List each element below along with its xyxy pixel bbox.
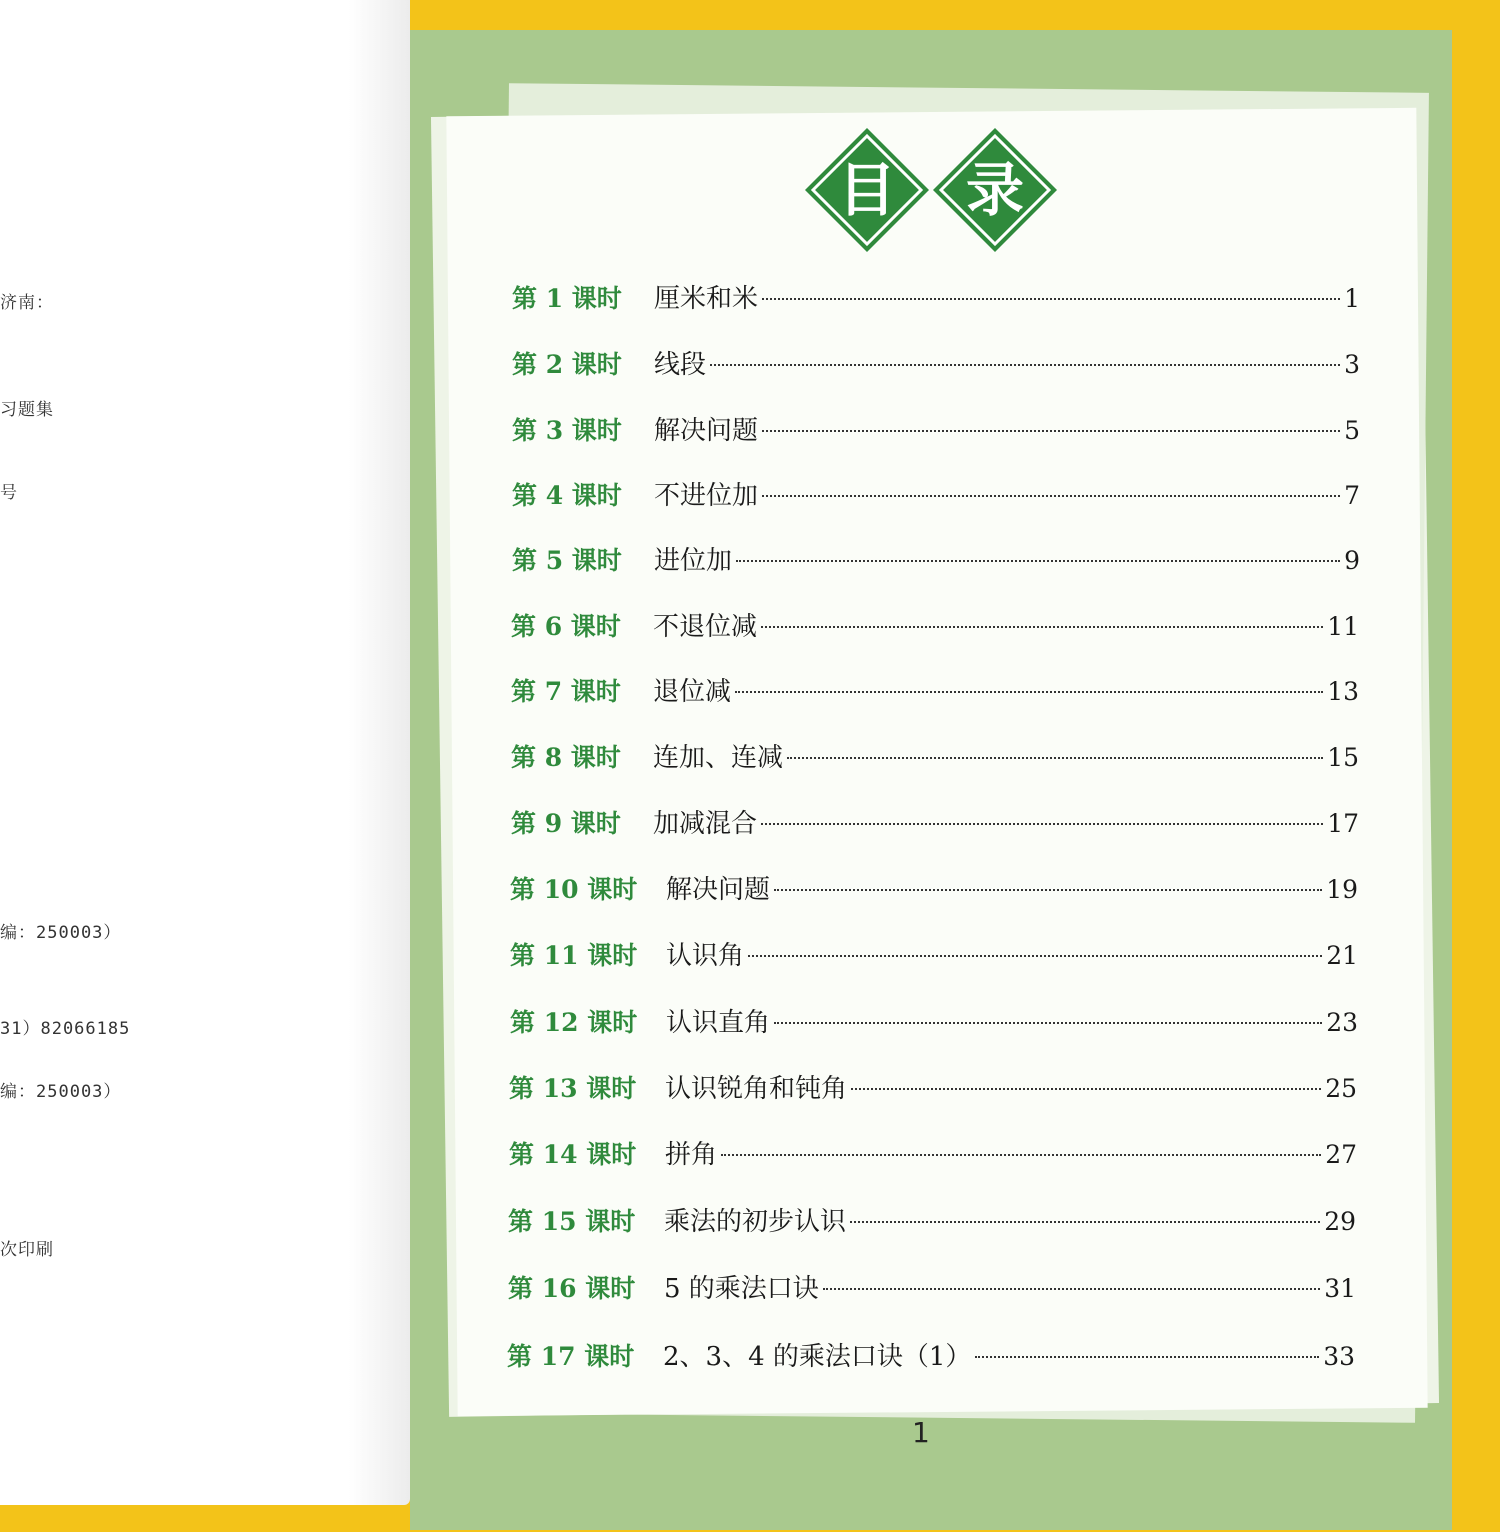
page-number: 13 <box>1327 677 1359 706</box>
toc-entry[interactable] <box>509 1134 1357 1174</box>
dot-leader <box>762 430 1340 432</box>
toc-entry[interactable] <box>511 671 1359 711</box>
left-text-line: 次印刷 <box>0 1240 54 1260</box>
page-number: 7 <box>1344 481 1360 510</box>
page-number: 11 <box>1327 612 1359 641</box>
lesson-label: 第 11 课时 <box>510 941 638 970</box>
toc-entry[interactable] <box>512 540 1360 580</box>
left-page <box>0 0 410 1505</box>
page-number: 21 <box>1326 941 1358 970</box>
page-number: 17 <box>1327 809 1359 838</box>
toc-entry[interactable] <box>512 278 1360 318</box>
lesson-label: 第 12 课时 <box>510 1008 638 1037</box>
lesson-title: 认识锐角和钝角 <box>665 1074 848 1104</box>
lesson-title: 认识角 <box>666 941 745 971</box>
lesson-label: 第 14 课时 <box>509 1140 637 1169</box>
lesson-title: 不进位加 <box>654 481 759 511</box>
lesson-label: 第 17 课时 <box>507 1342 635 1371</box>
toc-entry[interactable] <box>510 935 1358 975</box>
lesson-label: 第 3 课时 <box>512 416 622 445</box>
dot-leader <box>762 298 1340 300</box>
dot-leader <box>710 364 1340 366</box>
toc-entry[interactable] <box>512 475 1360 515</box>
page-number: 9 <box>1344 546 1360 575</box>
lesson-label: 第 10 课时 <box>510 875 638 904</box>
left-text-line: 编：250003） <box>0 1082 122 1102</box>
lesson-label: 第 13 课时 <box>509 1074 637 1103</box>
lesson-label: 第 9 课时 <box>511 809 621 838</box>
lesson-title: 连加、连减 <box>653 743 784 773</box>
toc-entry[interactable] <box>511 803 1359 843</box>
lesson-title: 解决问题 <box>654 416 759 446</box>
toc-entry[interactable] <box>509 1068 1357 1108</box>
page-number: 23 <box>1326 1008 1358 1037</box>
page-number: 31 <box>1324 1274 1356 1303</box>
dot-leader <box>762 495 1340 497</box>
lesson-title: 加减混合 <box>653 809 758 839</box>
lesson-title: 线段 <box>654 350 707 380</box>
left-text-line: 济南： <box>0 293 54 313</box>
page-number: 19 <box>1326 875 1358 904</box>
lesson-title: 解决问题 <box>666 875 771 905</box>
dot-leader <box>748 955 1322 957</box>
lesson-title: 5 的乘法口诀 <box>664 1274 819 1304</box>
diamond-badge <box>805 128 929 252</box>
lesson-label: 第 2 课时 <box>512 350 622 379</box>
page-number: 3 <box>1344 350 1360 379</box>
toc-entry[interactable] <box>511 737 1359 777</box>
toc-entry[interactable] <box>512 344 1360 384</box>
lesson-title: 厘米和米 <box>654 284 759 314</box>
dot-leader <box>761 823 1323 825</box>
lesson-label: 第 7 课时 <box>511 677 621 706</box>
lesson-title: 认识直角 <box>666 1008 771 1038</box>
dot-leader <box>787 757 1323 759</box>
lesson-title: 乘法的初步认识 <box>664 1207 847 1237</box>
toc-entry[interactable] <box>507 1336 1355 1376</box>
lesson-title: 2、3、4 的乘法口诀（1） <box>663 1342 972 1372</box>
lesson-title: 退位减 <box>653 677 732 707</box>
dot-leader <box>736 560 1340 562</box>
page-number: 15 <box>1327 743 1359 772</box>
toc-entry[interactable] <box>511 606 1359 646</box>
dot-leader <box>975 1356 1319 1358</box>
toc-entry[interactable] <box>510 869 1358 909</box>
dot-leader <box>823 1288 1320 1290</box>
lesson-label: 第 1 课时 <box>512 284 622 313</box>
page-number: 33 <box>1323 1342 1355 1371</box>
toc-entry[interactable] <box>508 1201 1356 1241</box>
left-text-line: 编：250003） <box>0 923 122 943</box>
page-number: 29 <box>1324 1207 1356 1236</box>
dot-leader <box>774 1022 1322 1024</box>
lesson-label: 第 8 课时 <box>511 743 621 772</box>
lesson-label: 第 15 课时 <box>508 1207 636 1236</box>
footer-page-number: 1 <box>912 1416 930 1449</box>
dot-leader <box>721 1154 1321 1156</box>
toc-entry[interactable] <box>510 1002 1358 1042</box>
heading-char-1: 目 <box>837 156 896 224</box>
dot-leader <box>851 1088 1321 1090</box>
toc-entry[interactable] <box>508 1268 1356 1308</box>
dot-leader <box>774 889 1322 891</box>
dot-leader <box>761 626 1323 628</box>
left-text-line: 习题集 <box>0 400 54 420</box>
toc-heading <box>805 128 1060 252</box>
heading-char-2: 录 <box>965 156 1024 224</box>
lesson-title: 进位加 <box>654 546 733 576</box>
lesson-label: 第 6 课时 <box>511 612 621 641</box>
dot-leader <box>850 1221 1320 1223</box>
dot-leader <box>735 691 1323 693</box>
diamond-badge <box>933 128 1057 252</box>
toc-entry[interactable] <box>512 410 1360 450</box>
page-number: 27 <box>1325 1140 1357 1169</box>
lesson-label: 第 4 课时 <box>512 481 622 510</box>
left-text-line: 31）82066185 <box>0 1019 131 1039</box>
lesson-label: 第 5 课时 <box>512 546 622 575</box>
page-number: 25 <box>1325 1074 1357 1103</box>
page-number: 5 <box>1344 416 1360 445</box>
lesson-title: 拼角 <box>665 1140 718 1170</box>
lesson-title: 不退位减 <box>653 612 758 642</box>
page-number: 1 <box>1344 284 1360 313</box>
left-text-line: 号 <box>0 483 18 503</box>
lesson-label: 第 16 课时 <box>508 1274 636 1303</box>
